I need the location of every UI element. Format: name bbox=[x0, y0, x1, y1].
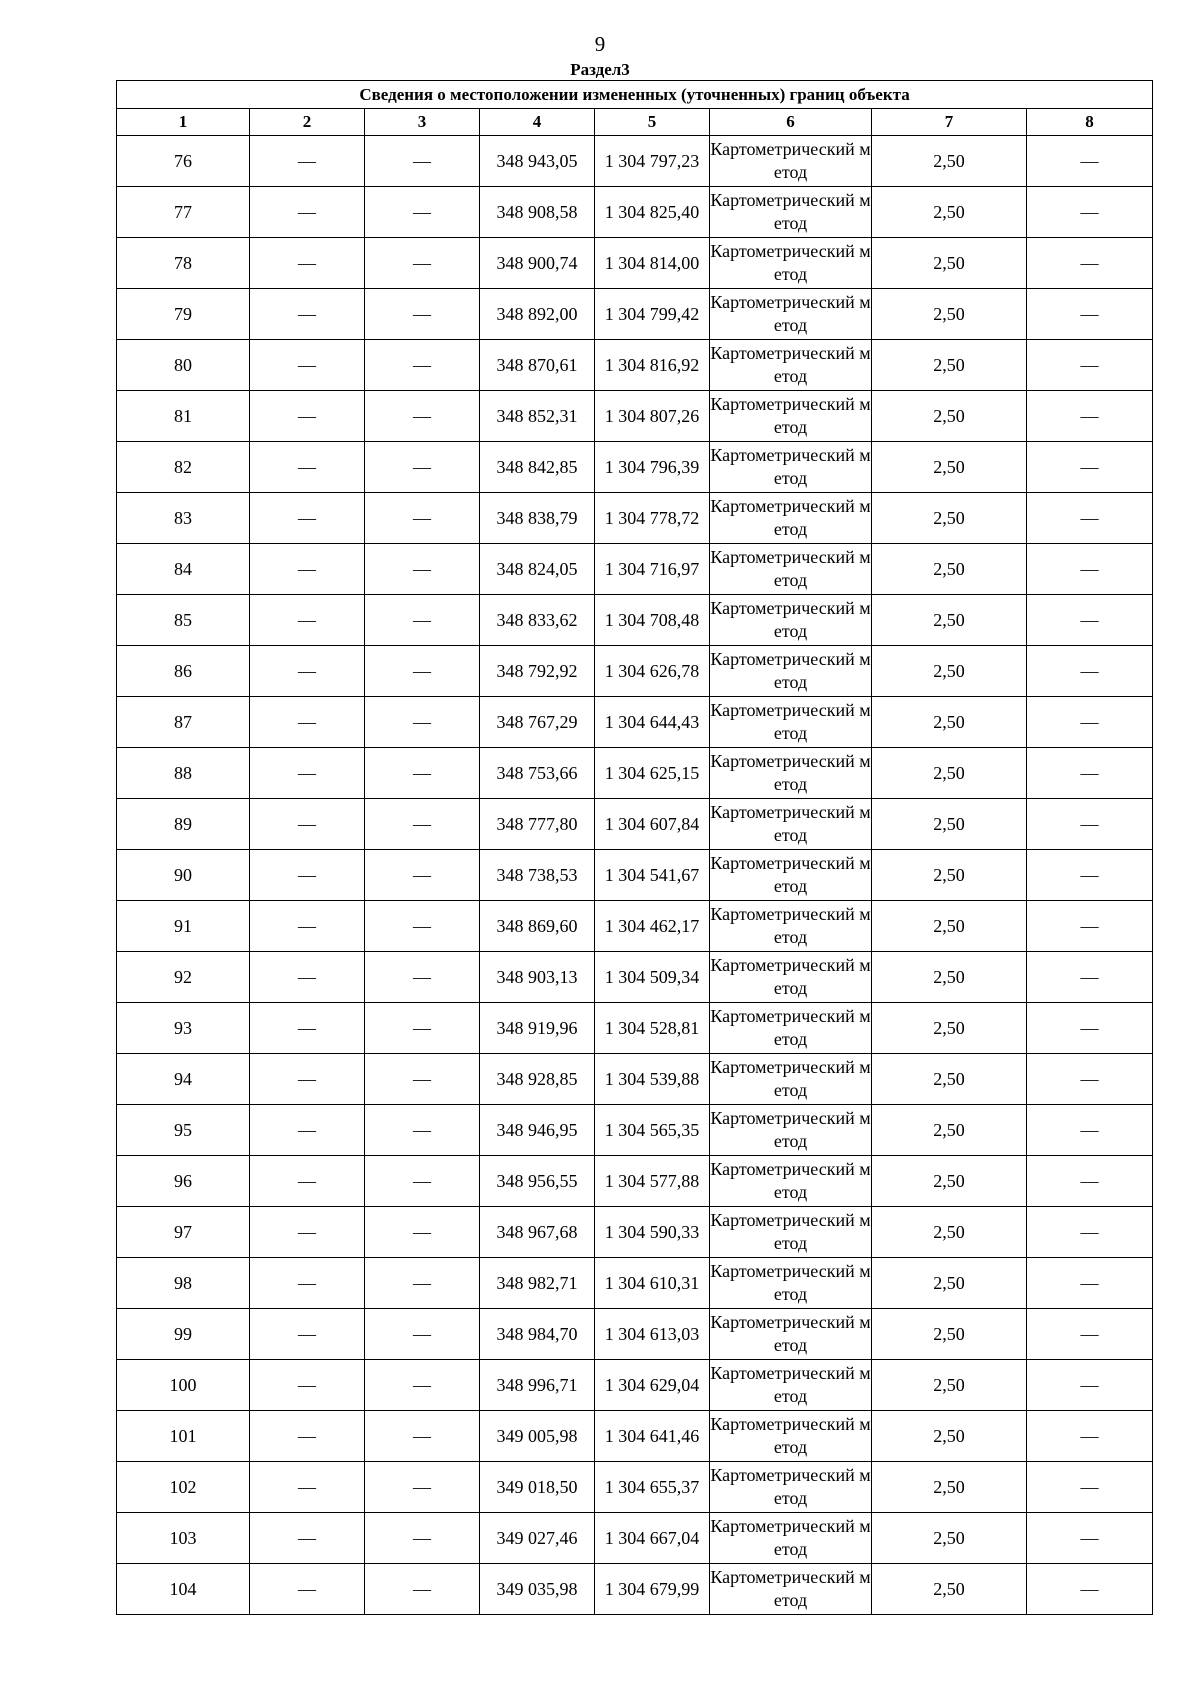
col2-cell: — bbox=[250, 748, 365, 799]
y-coordinate-cell: 1 304 797,23 bbox=[595, 136, 710, 187]
table-row bbox=[117, 748, 1153, 799]
col3-cell: — bbox=[365, 1462, 480, 1513]
accuracy-cell: 2,50 bbox=[872, 1258, 1027, 1309]
col3-cell: — bbox=[365, 238, 480, 289]
point-number-cell: 98 bbox=[117, 1258, 250, 1309]
method-cell: Картометрический метод bbox=[710, 544, 872, 595]
col3-cell: — bbox=[365, 595, 480, 646]
col3-cell: — bbox=[365, 748, 480, 799]
y-coordinate-cell: 1 304 610,31 bbox=[595, 1258, 710, 1309]
method-cell: Картометрический метод bbox=[710, 493, 872, 544]
x-coordinate-cell: 349 027,46 bbox=[480, 1513, 595, 1564]
x-coordinate-cell: 348 908,58 bbox=[480, 187, 595, 238]
method-cell: Картометрический метод bbox=[710, 850, 872, 901]
col2-cell: — bbox=[250, 799, 365, 850]
col3-cell: — bbox=[365, 1258, 480, 1309]
col3-cell: — bbox=[365, 850, 480, 901]
table-row bbox=[117, 1156, 1153, 1207]
x-coordinate-cell: 348 852,31 bbox=[480, 391, 595, 442]
col2-cell: — bbox=[250, 1054, 365, 1105]
table-row bbox=[117, 595, 1153, 646]
col3-cell: — bbox=[365, 646, 480, 697]
method-cell: Картометрический метод bbox=[710, 1003, 872, 1054]
table-row bbox=[117, 1258, 1153, 1309]
col2-cell: — bbox=[250, 646, 365, 697]
accuracy-cell: 2,50 bbox=[872, 1207, 1027, 1258]
method-cell: Картометрический метод bbox=[710, 595, 872, 646]
x-coordinate-cell: 348 870,61 bbox=[480, 340, 595, 391]
point-number-cell: 94 bbox=[117, 1054, 250, 1105]
method-cell: Картометрический метод bbox=[710, 697, 872, 748]
x-coordinate-cell: 348 842,85 bbox=[480, 442, 595, 493]
col2-cell: — bbox=[250, 1564, 365, 1615]
method-cell: Картометрический метод bbox=[710, 136, 872, 187]
x-coordinate-cell: 348 833,62 bbox=[480, 595, 595, 646]
col3-cell: — bbox=[365, 493, 480, 544]
col8-cell: — bbox=[1027, 1258, 1153, 1309]
col8-cell: — bbox=[1027, 1003, 1153, 1054]
y-coordinate-cell: 1 304 825,40 bbox=[595, 187, 710, 238]
table-row bbox=[117, 442, 1153, 493]
table-row bbox=[117, 1411, 1153, 1462]
point-number-cell: 77 bbox=[117, 187, 250, 238]
column-number-row bbox=[117, 109, 1153, 136]
y-coordinate-cell: 1 304 626,78 bbox=[595, 646, 710, 697]
method-cell: Картометрический метод bbox=[710, 1207, 872, 1258]
point-number-cell: 86 bbox=[117, 646, 250, 697]
col3-cell: — bbox=[365, 1156, 480, 1207]
column-number: 5 bbox=[595, 109, 710, 136]
col3-cell: — bbox=[365, 340, 480, 391]
accuracy-cell: 2,50 bbox=[872, 238, 1027, 289]
col8-cell: — bbox=[1027, 952, 1153, 1003]
x-coordinate-cell: 348 900,74 bbox=[480, 238, 595, 289]
col8-cell: — bbox=[1027, 901, 1153, 952]
point-number-cell: 92 bbox=[117, 952, 250, 1003]
accuracy-cell: 2,50 bbox=[872, 646, 1027, 697]
y-coordinate-cell: 1 304 778,72 bbox=[595, 493, 710, 544]
col8-cell: — bbox=[1027, 1360, 1153, 1411]
accuracy-cell: 2,50 bbox=[872, 544, 1027, 595]
x-coordinate-cell: 348 982,71 bbox=[480, 1258, 595, 1309]
table-body bbox=[117, 136, 1153, 1615]
col3-cell: — bbox=[365, 187, 480, 238]
col8-cell: — bbox=[1027, 595, 1153, 646]
col8-cell: — bbox=[1027, 340, 1153, 391]
y-coordinate-cell: 1 304 667,04 bbox=[595, 1513, 710, 1564]
x-coordinate-cell: 348 869,60 bbox=[480, 901, 595, 952]
accuracy-cell: 2,50 bbox=[872, 1411, 1027, 1462]
accuracy-cell: 2,50 bbox=[872, 289, 1027, 340]
point-number-cell: 87 bbox=[117, 697, 250, 748]
method-cell: Картометрический метод bbox=[710, 1309, 872, 1360]
y-coordinate-cell: 1 304 539,88 bbox=[595, 1054, 710, 1105]
y-coordinate-cell: 1 304 796,39 bbox=[595, 442, 710, 493]
method-cell: Картометрический метод bbox=[710, 1564, 872, 1615]
x-coordinate-cell: 348 767,29 bbox=[480, 697, 595, 748]
y-coordinate-cell: 1 304 577,88 bbox=[595, 1156, 710, 1207]
col2-cell: — bbox=[250, 1258, 365, 1309]
col3-cell: — bbox=[365, 1003, 480, 1054]
col2-cell: — bbox=[250, 952, 365, 1003]
x-coordinate-cell: 348 903,13 bbox=[480, 952, 595, 1003]
point-number-cell: 82 bbox=[117, 442, 250, 493]
col8-cell: — bbox=[1027, 493, 1153, 544]
col8-cell: — bbox=[1027, 748, 1153, 799]
column-number: 6 bbox=[710, 109, 872, 136]
table-row bbox=[117, 1309, 1153, 1360]
col2-cell: — bbox=[250, 442, 365, 493]
column-number: 3 bbox=[365, 109, 480, 136]
boundary-coordinates-table bbox=[116, 80, 1153, 1615]
y-coordinate-cell: 1 304 625,15 bbox=[595, 748, 710, 799]
col3-cell: — bbox=[365, 1513, 480, 1564]
col8-cell: — bbox=[1027, 391, 1153, 442]
col8-cell: — bbox=[1027, 442, 1153, 493]
col2-cell: — bbox=[250, 391, 365, 442]
method-cell: Картометрический метод bbox=[710, 952, 872, 1003]
col3-cell: — bbox=[365, 442, 480, 493]
x-coordinate-cell: 349 035,98 bbox=[480, 1564, 595, 1615]
col2-cell: — bbox=[250, 1462, 365, 1513]
x-coordinate-cell: 349 005,98 bbox=[480, 1411, 595, 1462]
method-cell: Картометрический метод bbox=[710, 799, 872, 850]
col3-cell: — bbox=[365, 1411, 480, 1462]
col3-cell: — bbox=[365, 697, 480, 748]
col3-cell: — bbox=[365, 1105, 480, 1156]
method-cell: Картометрический метод bbox=[710, 1156, 872, 1207]
col8-cell: — bbox=[1027, 697, 1153, 748]
col2-cell: — bbox=[250, 850, 365, 901]
accuracy-cell: 2,50 bbox=[872, 952, 1027, 1003]
accuracy-cell: 2,50 bbox=[872, 340, 1027, 391]
column-number: 2 bbox=[250, 109, 365, 136]
col2-cell: — bbox=[250, 136, 365, 187]
col3-cell: — bbox=[365, 1054, 480, 1105]
table-caption: Сведения о местоположении измененных (уточненных) границ объекта bbox=[117, 81, 1153, 109]
col2-cell: — bbox=[250, 697, 365, 748]
point-number-cell: 89 bbox=[117, 799, 250, 850]
col2-cell: — bbox=[250, 1513, 365, 1564]
x-coordinate-cell: 348 967,68 bbox=[480, 1207, 595, 1258]
col8-cell: — bbox=[1027, 1105, 1153, 1156]
col2-cell: — bbox=[250, 1411, 365, 1462]
col2-cell: — bbox=[250, 544, 365, 595]
point-number-cell: 103 bbox=[117, 1513, 250, 1564]
col3-cell: — bbox=[365, 799, 480, 850]
section-title: Раздел3 bbox=[570, 60, 630, 79]
y-coordinate-cell: 1 304 462,17 bbox=[595, 901, 710, 952]
accuracy-cell: 2,50 bbox=[872, 1156, 1027, 1207]
method-cell: Картометрический метод bbox=[710, 1105, 872, 1156]
point-number-cell: 93 bbox=[117, 1003, 250, 1054]
y-coordinate-cell: 1 304 716,97 bbox=[595, 544, 710, 595]
column-number: 1 bbox=[117, 109, 250, 136]
column-number: 7 bbox=[872, 109, 1027, 136]
method-cell: Картометрический метод bbox=[710, 748, 872, 799]
method-cell: Картометрический метод bbox=[710, 1513, 872, 1564]
y-coordinate-cell: 1 304 541,67 bbox=[595, 850, 710, 901]
table-row bbox=[117, 340, 1153, 391]
page-number: 9 bbox=[594, 32, 606, 56]
y-coordinate-cell: 1 304 565,35 bbox=[595, 1105, 710, 1156]
method-cell: Картометрический метод bbox=[710, 289, 872, 340]
method-cell: Картометрический метод bbox=[710, 1258, 872, 1309]
method-cell: Картометрический метод bbox=[710, 391, 872, 442]
x-coordinate-cell: 348 738,53 bbox=[480, 850, 595, 901]
y-coordinate-cell: 1 304 590,33 bbox=[595, 1207, 710, 1258]
col2-cell: — bbox=[250, 1003, 365, 1054]
x-coordinate-cell: 348 753,66 bbox=[480, 748, 595, 799]
table-row bbox=[117, 1513, 1153, 1564]
table-row bbox=[117, 799, 1153, 850]
col8-cell: — bbox=[1027, 1156, 1153, 1207]
x-coordinate-cell: 348 838,79 bbox=[480, 493, 595, 544]
col3-cell: — bbox=[365, 544, 480, 595]
table-row bbox=[117, 850, 1153, 901]
method-cell: Картометрический метод bbox=[710, 442, 872, 493]
col3-cell: — bbox=[365, 952, 480, 1003]
col2-cell: — bbox=[250, 1105, 365, 1156]
accuracy-cell: 2,50 bbox=[872, 595, 1027, 646]
col3-cell: — bbox=[365, 1207, 480, 1258]
y-coordinate-cell: 1 304 708,48 bbox=[595, 595, 710, 646]
method-cell: Картометрический метод bbox=[710, 1360, 872, 1411]
y-coordinate-cell: 1 304 607,84 bbox=[595, 799, 710, 850]
point-number-cell: 101 bbox=[117, 1411, 250, 1462]
y-coordinate-cell: 1 304 644,43 bbox=[595, 697, 710, 748]
table-row bbox=[117, 289, 1153, 340]
accuracy-cell: 2,50 bbox=[872, 1309, 1027, 1360]
col2-cell: — bbox=[250, 595, 365, 646]
accuracy-cell: 2,50 bbox=[872, 850, 1027, 901]
x-coordinate-cell: 348 928,85 bbox=[480, 1054, 595, 1105]
col8-cell: — bbox=[1027, 850, 1153, 901]
accuracy-cell: 2,50 bbox=[872, 187, 1027, 238]
point-number-cell: 85 bbox=[117, 595, 250, 646]
y-coordinate-cell: 1 304 816,92 bbox=[595, 340, 710, 391]
col8-cell: — bbox=[1027, 1054, 1153, 1105]
table-caption-row bbox=[117, 81, 1153, 109]
col3-cell: — bbox=[365, 289, 480, 340]
point-number-cell: 104 bbox=[117, 1564, 250, 1615]
point-number-cell: 90 bbox=[117, 850, 250, 901]
accuracy-cell: 2,50 bbox=[872, 391, 1027, 442]
table-row bbox=[117, 544, 1153, 595]
col8-cell: — bbox=[1027, 238, 1153, 289]
col8-cell: — bbox=[1027, 646, 1153, 697]
accuracy-cell: 2,50 bbox=[872, 697, 1027, 748]
x-coordinate-cell: 348 792,92 bbox=[480, 646, 595, 697]
col2-cell: — bbox=[250, 1156, 365, 1207]
method-cell: Картометрический метод bbox=[710, 340, 872, 391]
x-coordinate-cell: 348 943,05 bbox=[480, 136, 595, 187]
x-coordinate-cell: 349 018,50 bbox=[480, 1462, 595, 1513]
x-coordinate-cell: 348 984,70 bbox=[480, 1309, 595, 1360]
y-coordinate-cell: 1 304 613,03 bbox=[595, 1309, 710, 1360]
table-row bbox=[117, 1054, 1153, 1105]
col2-cell: — bbox=[250, 340, 365, 391]
method-cell: Картометрический метод bbox=[710, 1411, 872, 1462]
accuracy-cell: 2,50 bbox=[872, 1105, 1027, 1156]
col8-cell: — bbox=[1027, 1207, 1153, 1258]
accuracy-cell: 2,50 bbox=[872, 1360, 1027, 1411]
point-number-cell: 84 bbox=[117, 544, 250, 595]
accuracy-cell: 2,50 bbox=[872, 901, 1027, 952]
col8-cell: — bbox=[1027, 1564, 1153, 1615]
point-number-cell: 95 bbox=[117, 1105, 250, 1156]
table-row bbox=[117, 391, 1153, 442]
col8-cell: — bbox=[1027, 1411, 1153, 1462]
table-row bbox=[117, 1003, 1153, 1054]
point-number-cell: 99 bbox=[117, 1309, 250, 1360]
point-number-cell: 97 bbox=[117, 1207, 250, 1258]
point-number-cell: 76 bbox=[117, 136, 250, 187]
col2-cell: — bbox=[250, 901, 365, 952]
y-coordinate-cell: 1 304 509,34 bbox=[595, 952, 710, 1003]
accuracy-cell: 2,50 bbox=[872, 493, 1027, 544]
y-coordinate-cell: 1 304 629,04 bbox=[595, 1360, 710, 1411]
table-row bbox=[117, 697, 1153, 748]
point-number-cell: 96 bbox=[117, 1156, 250, 1207]
column-number: 8 bbox=[1027, 109, 1153, 136]
col3-cell: — bbox=[365, 1360, 480, 1411]
table-row bbox=[117, 187, 1153, 238]
point-number-cell: 83 bbox=[117, 493, 250, 544]
accuracy-cell: 2,50 bbox=[872, 799, 1027, 850]
accuracy-cell: 2,50 bbox=[872, 136, 1027, 187]
point-number-cell: 79 bbox=[117, 289, 250, 340]
col8-cell: — bbox=[1027, 544, 1153, 595]
y-coordinate-cell: 1 304 799,42 bbox=[595, 289, 710, 340]
point-number-cell: 81 bbox=[117, 391, 250, 442]
col8-cell: — bbox=[1027, 1462, 1153, 1513]
x-coordinate-cell: 348 892,00 bbox=[480, 289, 595, 340]
table-row bbox=[117, 493, 1153, 544]
y-coordinate-cell: 1 304 641,46 bbox=[595, 1411, 710, 1462]
point-number-cell: 102 bbox=[117, 1462, 250, 1513]
y-coordinate-cell: 1 304 528,81 bbox=[595, 1003, 710, 1054]
method-cell: Картометрический метод bbox=[710, 1054, 872, 1105]
accuracy-cell: 2,50 bbox=[872, 1564, 1027, 1615]
x-coordinate-cell: 348 996,71 bbox=[480, 1360, 595, 1411]
y-coordinate-cell: 1 304 679,99 bbox=[595, 1564, 710, 1615]
accuracy-cell: 2,50 bbox=[872, 748, 1027, 799]
table-row bbox=[117, 952, 1153, 1003]
method-cell: Картометрический метод bbox=[710, 238, 872, 289]
accuracy-cell: 2,50 bbox=[872, 442, 1027, 493]
point-number-cell: 91 bbox=[117, 901, 250, 952]
accuracy-cell: 2,50 bbox=[872, 1513, 1027, 1564]
point-number-cell: 80 bbox=[117, 340, 250, 391]
col3-cell: — bbox=[365, 391, 480, 442]
col8-cell: — bbox=[1027, 1309, 1153, 1360]
accuracy-cell: 2,50 bbox=[872, 1462, 1027, 1513]
col8-cell: — bbox=[1027, 187, 1153, 238]
table-row bbox=[117, 1462, 1153, 1513]
table-row bbox=[117, 238, 1153, 289]
col8-cell: — bbox=[1027, 1513, 1153, 1564]
table-row bbox=[117, 646, 1153, 697]
table-row bbox=[117, 1207, 1153, 1258]
col2-cell: — bbox=[250, 289, 365, 340]
method-cell: Картометрический метод bbox=[710, 901, 872, 952]
x-coordinate-cell: 348 956,55 bbox=[480, 1156, 595, 1207]
col8-cell: — bbox=[1027, 799, 1153, 850]
col2-cell: — bbox=[250, 1360, 365, 1411]
x-coordinate-cell: 348 824,05 bbox=[480, 544, 595, 595]
col2-cell: — bbox=[250, 493, 365, 544]
table-row bbox=[117, 136, 1153, 187]
col8-cell: — bbox=[1027, 289, 1153, 340]
accuracy-cell: 2,50 bbox=[872, 1003, 1027, 1054]
method-cell: Картометрический метод bbox=[710, 1462, 872, 1513]
accuracy-cell: 2,50 bbox=[872, 1054, 1027, 1105]
col3-cell: — bbox=[365, 1309, 480, 1360]
x-coordinate-cell: 348 919,96 bbox=[480, 1003, 595, 1054]
col2-cell: — bbox=[250, 187, 365, 238]
col3-cell: — bbox=[365, 136, 480, 187]
column-number: 4 bbox=[480, 109, 595, 136]
col3-cell: — bbox=[365, 901, 480, 952]
col2-cell: — bbox=[250, 238, 365, 289]
y-coordinate-cell: 1 304 807,26 bbox=[595, 391, 710, 442]
table-row bbox=[117, 1360, 1153, 1411]
point-number-cell: 100 bbox=[117, 1360, 250, 1411]
table-row bbox=[117, 1105, 1153, 1156]
col3-cell: — bbox=[365, 1564, 480, 1615]
col2-cell: — bbox=[250, 1207, 365, 1258]
table-row bbox=[117, 1564, 1153, 1615]
y-coordinate-cell: 1 304 814,00 bbox=[595, 238, 710, 289]
x-coordinate-cell: 348 777,80 bbox=[480, 799, 595, 850]
method-cell: Картометрический метод bbox=[710, 187, 872, 238]
col8-cell: — bbox=[1027, 136, 1153, 187]
y-coordinate-cell: 1 304 655,37 bbox=[595, 1462, 710, 1513]
method-cell: Картометрический метод bbox=[710, 646, 872, 697]
x-coordinate-cell: 348 946,95 bbox=[480, 1105, 595, 1156]
table-row bbox=[117, 901, 1153, 952]
point-number-cell: 78 bbox=[117, 238, 250, 289]
point-number-cell: 88 bbox=[117, 748, 250, 799]
col2-cell: — bbox=[250, 1309, 365, 1360]
